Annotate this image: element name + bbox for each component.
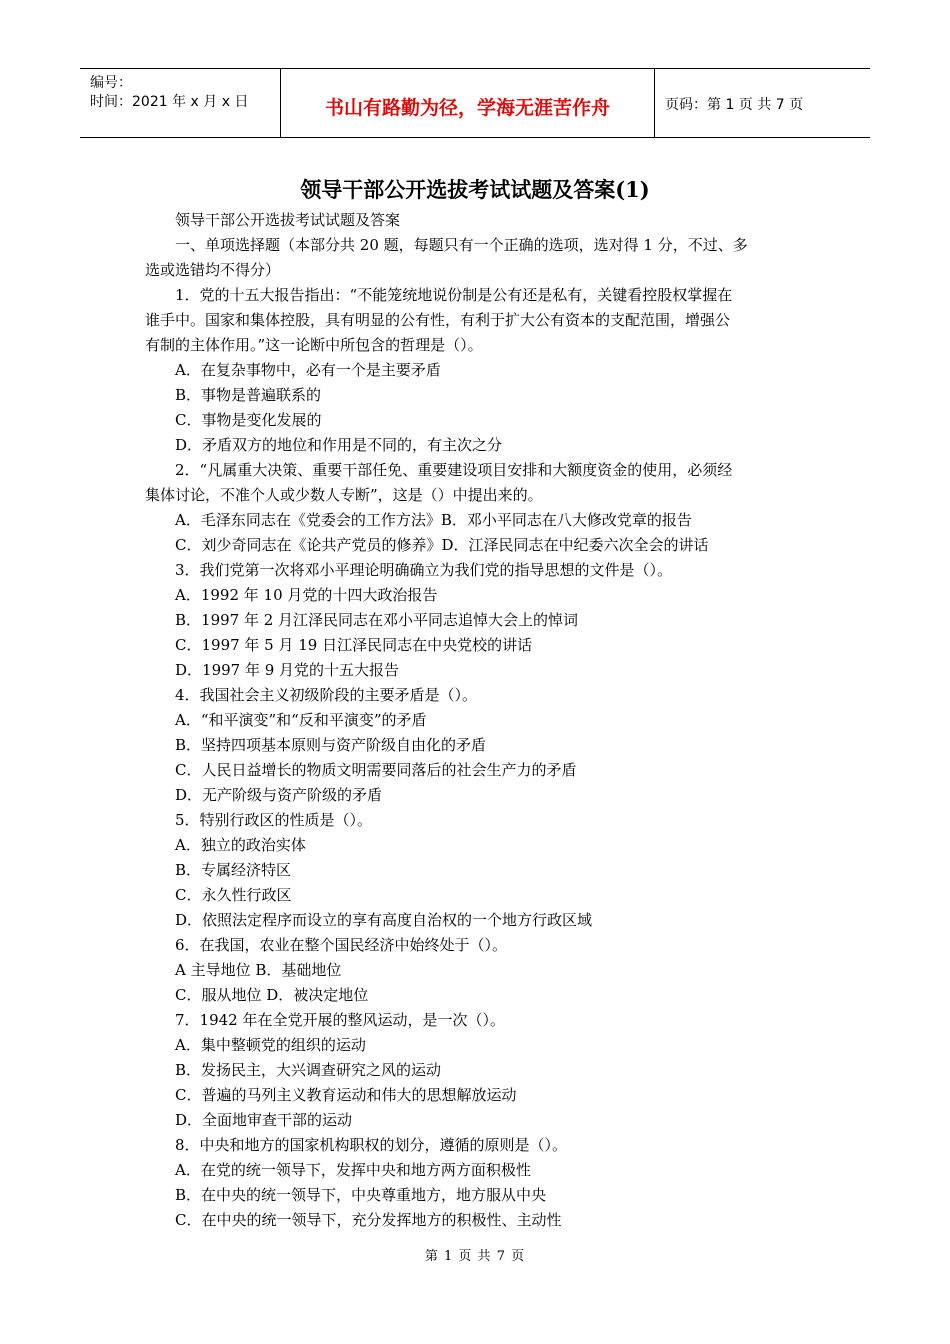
text-line: C．普遍的马列主义教育运动和伟大的思想解放运动 <box>175 1086 517 1104</box>
text-line: D．1997 年 9 月党的十五大报告 <box>175 661 400 679</box>
text-line: C．永久性行政区 <box>175 886 292 904</box>
text-line: 谁手中。国家和集体控股，具有明显的公有性，有利于扩大公有资本的支配范围，增强公 <box>145 311 731 329</box>
header-page-cell <box>655 69 870 137</box>
text-line: A．在复杂事物中，必有一个是主要矛盾 <box>175 361 441 379</box>
text-line: B．发扬民主，大兴调查研究之风的运动 <box>175 1061 442 1079</box>
text-line: 1．党的十五大报告指出：“不能笼统地说份制是公有还是私有，关键看控股权掌握在 <box>175 286 733 304</box>
text-line: 2．“凡属重大决策、重要干部任免、重要建设项目安排和大额度资金的使用，必须经 <box>175 461 733 479</box>
text-line: 4．我国社会主义初级阶段的主要矛盾是（）。 <box>175 686 478 704</box>
text-line: C．服从地位 D．被决定地位 <box>175 986 369 1004</box>
motto-text: 书山有路勤为径，学海无涯苦作舟 <box>324 97 610 119</box>
text-line: 集体讨论，不准个人或少数人专断”，这是（）中提出来的。 <box>145 486 543 504</box>
text-line: A．集中整顿党的组织的运动 <box>175 1036 366 1054</box>
text-line: C．1997 年 5 月 19 日江泽民同志在中央党校的讲话 <box>175 636 533 654</box>
text-line: B．坚持四项基本原则与资产阶级自由化的矛盾 <box>175 736 487 754</box>
text-line: C．事物是变化发展的 <box>175 411 322 429</box>
text-line: 6．在我国，农业在整个国民经济中始终处于（）。 <box>175 936 508 954</box>
text-line: B．1997 年 2 月江泽民同志在邓小平同志追悼大会上的悼词 <box>175 611 579 629</box>
text-line: B．在中央的统一领导下，中央尊重地方，地方服从中央 <box>175 1186 547 1204</box>
text-line: D．矛盾双方的地位和作用是不同的，有主次之分 <box>175 436 503 454</box>
text-line: A．“和平演变”和“反和平演变”的矛盾 <box>175 711 427 729</box>
text-line: 7．1942 年在全党开展的整风运动，是一次（）。 <box>175 1011 505 1029</box>
text-line: 选或选错均不得分） <box>145 261 281 279</box>
text-line: D．无产阶级与资产阶级的矛盾 <box>175 786 383 804</box>
text-line: 5．特别行政区的性质是（）。 <box>175 811 373 829</box>
document-title: 领导干部公开选拔考试试题及答案(1) <box>300 177 650 202</box>
text-line: 有制的主体作用。”这一论断中所包含的哲理是（）。 <box>145 336 483 354</box>
page-header <box>80 68 870 138</box>
time-label: 时间：2021 年 x 月 x 日 <box>90 94 249 110</box>
text-line: 一、单项选择题（本部分共 20 题，每题只有一个正确的选项，选对得 1 分，不过、多 <box>175 236 748 254</box>
text-line: C．人民日益增长的物质文明需要同落后的社会生产力的矛盾 <box>175 761 577 779</box>
text-line: A．毛泽东同志在《党委会的工作方法》B．邓小平同志在八大修改党章的报告 <box>175 511 692 529</box>
text-line: 领导干部公开选拔考试试题及答案 <box>175 211 401 229</box>
header-info-cell <box>80 69 281 137</box>
text-line: A 主导地位 B．基础地位 <box>175 961 342 979</box>
text-line: C．刘少奇同志在《论共产党员的修养》D．江泽民同志在中纪委六次全会的讲话 <box>175 536 709 554</box>
text-line: B．事物是普遍联系的 <box>175 386 322 404</box>
text-line: C．在中央的统一领导下，充分发挥地方的积极性、主动性 <box>175 1211 562 1229</box>
text-line: B．专属经济特区 <box>175 861 292 879</box>
text-line: A．1992 年 10 月党的十四大政治报告 <box>175 586 438 604</box>
page-footer: 第 1 页 共 7 页 <box>424 1249 526 1264</box>
header-motto-cell <box>281 69 655 137</box>
text-line: D．依照法定程序而设立的享有高度自治权的一个地方行政区域 <box>175 911 593 929</box>
document-body <box>145 208 810 1233</box>
page-info: 页码：第 1 页 共 7 页 <box>665 97 804 113</box>
text-line: 3．我们党第一次将邓小平理论明确确立为我们党的指导思想的文件是（）。 <box>175 561 673 579</box>
text-line: A．在党的统一领导下，发挥中央和地方两方面积极性 <box>175 1161 531 1179</box>
text-line: 8．中央和地方的国家机构职权的划分，遵循的原则是（）。 <box>175 1136 568 1154</box>
text-line: D．全面地审查干部的运动 <box>175 1111 353 1129</box>
text-line: A．独立的政治实体 <box>175 836 306 854</box>
number-label: 编号： <box>90 75 132 91</box>
